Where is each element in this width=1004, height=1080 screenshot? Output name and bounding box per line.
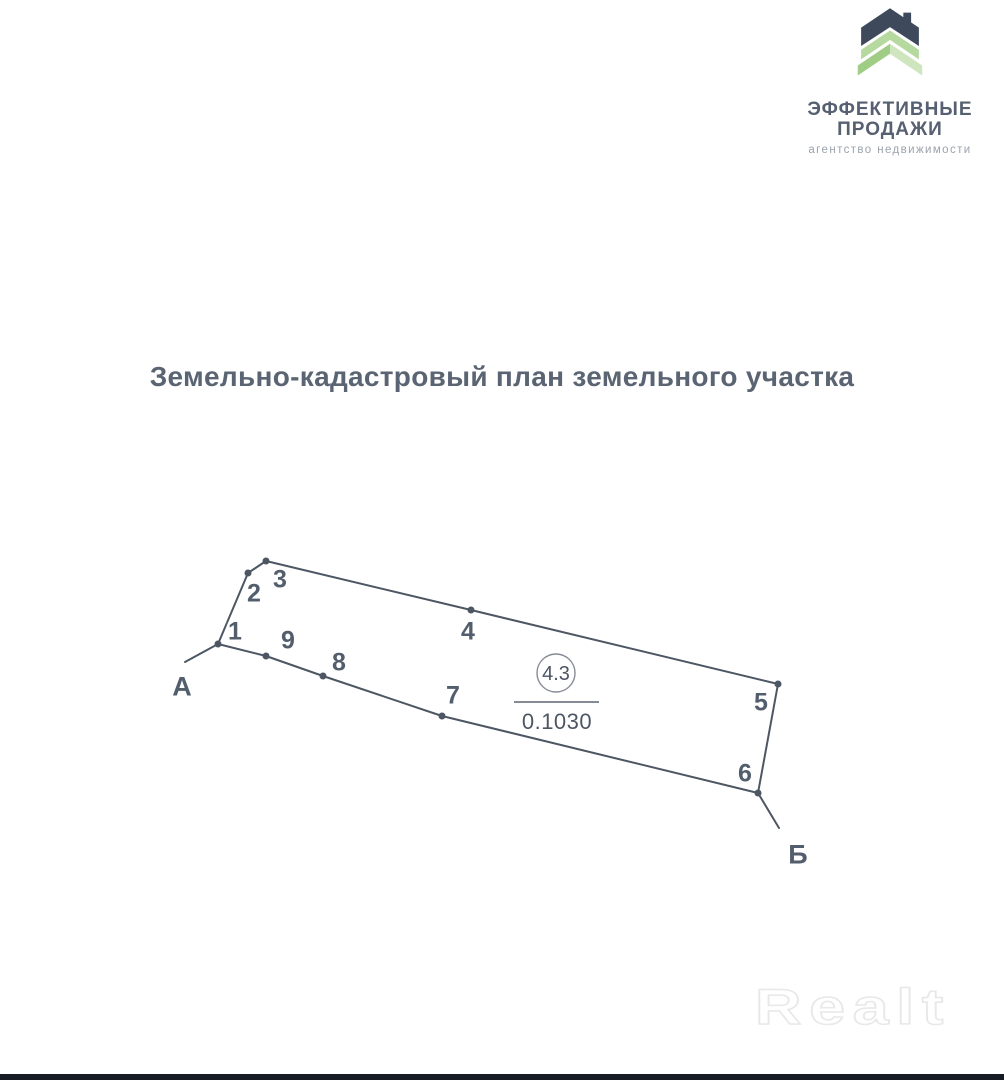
point-label-2: 2 [247, 579, 261, 608]
bottom-bar [0, 1074, 1004, 1080]
point-label-6: 6 [738, 759, 752, 788]
vertex-dots [215, 558, 782, 797]
plot-number: 4.3 [542, 663, 570, 685]
point-label-4: 4 [461, 617, 475, 646]
logo-name-line1: ЭФФЕКТИВНЫЕ [807, 99, 973, 120]
boundary-lines [185, 561, 779, 828]
realt-watermark [748, 978, 978, 1042]
point-label-7: 7 [446, 681, 460, 710]
point-label-1: 1 [228, 617, 242, 646]
logo-subtitle: агентство недвижимости [808, 144, 972, 156]
logo-name-line2: ПРОДАЖИ [837, 119, 943, 140]
letter-label-А: А [172, 671, 192, 702]
plot-area-value: 0.1030 [521, 709, 593, 734]
page-title: Земельно-кадастровый план земельного участка [149, 361, 855, 392]
point-label-5: 5 [754, 688, 768, 717]
boundary-extension-lines [185, 644, 779, 828]
plot-boundary [218, 561, 778, 793]
realt-watermark-text: Realt [755, 979, 951, 1035]
area-annotation [514, 654, 599, 734]
point-label-3: 3 [273, 565, 287, 594]
point-label-9: 9 [281, 626, 295, 655]
letter-label-Б: Б [788, 839, 808, 870]
point-label-8: 8 [332, 648, 346, 677]
